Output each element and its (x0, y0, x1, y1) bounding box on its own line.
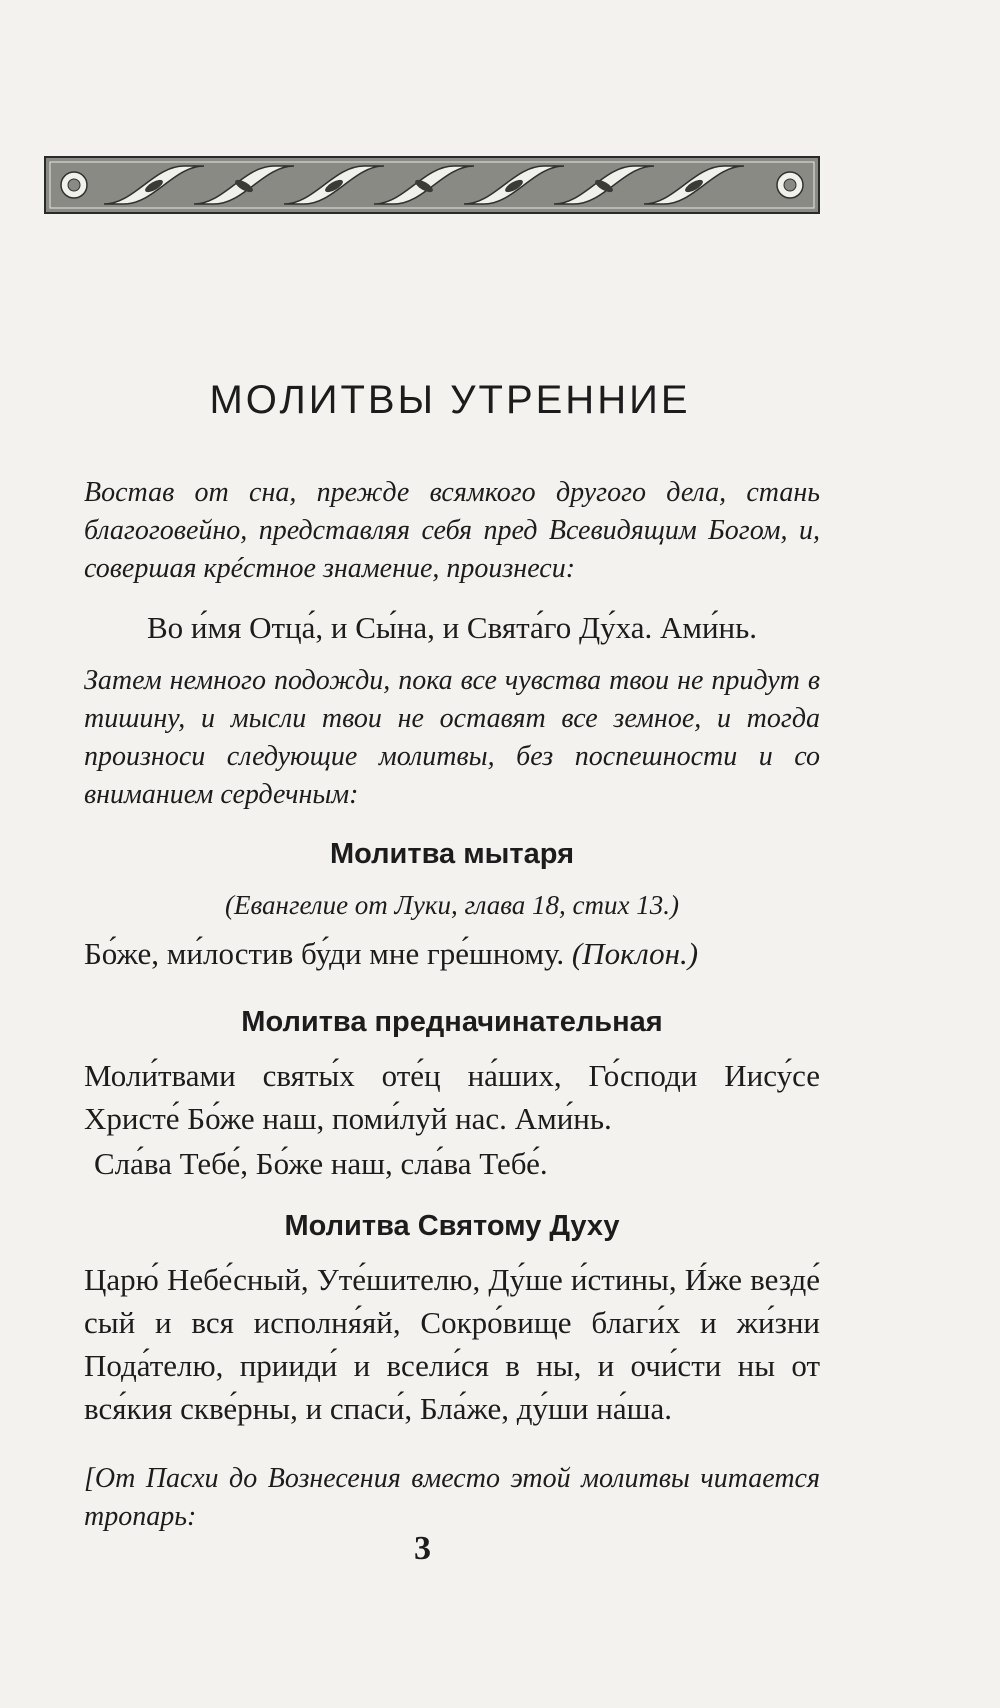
prayer1-reference: (Евангелие от Луки, глава 18, стих 13.) (225, 890, 679, 920)
page-number: 3 (414, 1530, 431, 1567)
prayer3-text: Царю́ Небе́сный, Уте́шителю, Ду́ше и́стины, И́же везде́ сый и вся исполня́яй, Сокро́вище благи́х и жи́зни Пода́телю, прииди́ и всели́ся в ны, и очи́сти ны от вся́кия скве́рны, и спаси́, Бла́же, ду́ши на́ша. (84, 1262, 820, 1426)
invocation-text: Во и́мя Отца́, и Сы́на, и Свята́го Ду́ха. Ами́нь. (146, 610, 758, 645)
page-title: МОЛИТВЫ УТРЕННИЕ (209, 378, 691, 422)
instruction-text: Затем немного подожди, пока все чувства твои не придут в тишину, и мысли твои не оставят все земное, и тогда произноси следующие молитвы, без поспешности и со вниманием сердечным: (84, 665, 820, 810)
intro-text: Востав от сна, прежде всямкого другого дела, стань благоговейно, представляя себя пред Всевидящим Богом, и, совершая крéстное знамение, произнеси: (84, 477, 820, 584)
prayer2-text2: Сла́ва Тебе́, Бо́же наш, сла́ва Тебе́. (94, 1146, 548, 1181)
prayer1-text-line (84, 932, 820, 975)
prayer2-heading: Молитва предначинательная (241, 1006, 663, 1038)
decorative-ribbon-border (44, 156, 820, 214)
prayer3-heading: Молитва Святому Духу (284, 1210, 620, 1242)
prayer1-text: Бо́же, ми́лостив бу́ди мне гре́шному. (84, 936, 572, 971)
final-note: [От Пасхи до Вознесения вместо этой молитвы читается тропарь: (84, 1463, 820, 1532)
prayer2-text: Моли́твами святы́х оте́ц на́ших, Го́споди Иису́се Христе́ Бо́же наш, поми́луй нас. Ами́нь. (84, 1058, 820, 1136)
prayer1-note: (Поклон.) (571, 936, 699, 971)
prayer1-heading: Молитва мытаря (329, 838, 575, 870)
